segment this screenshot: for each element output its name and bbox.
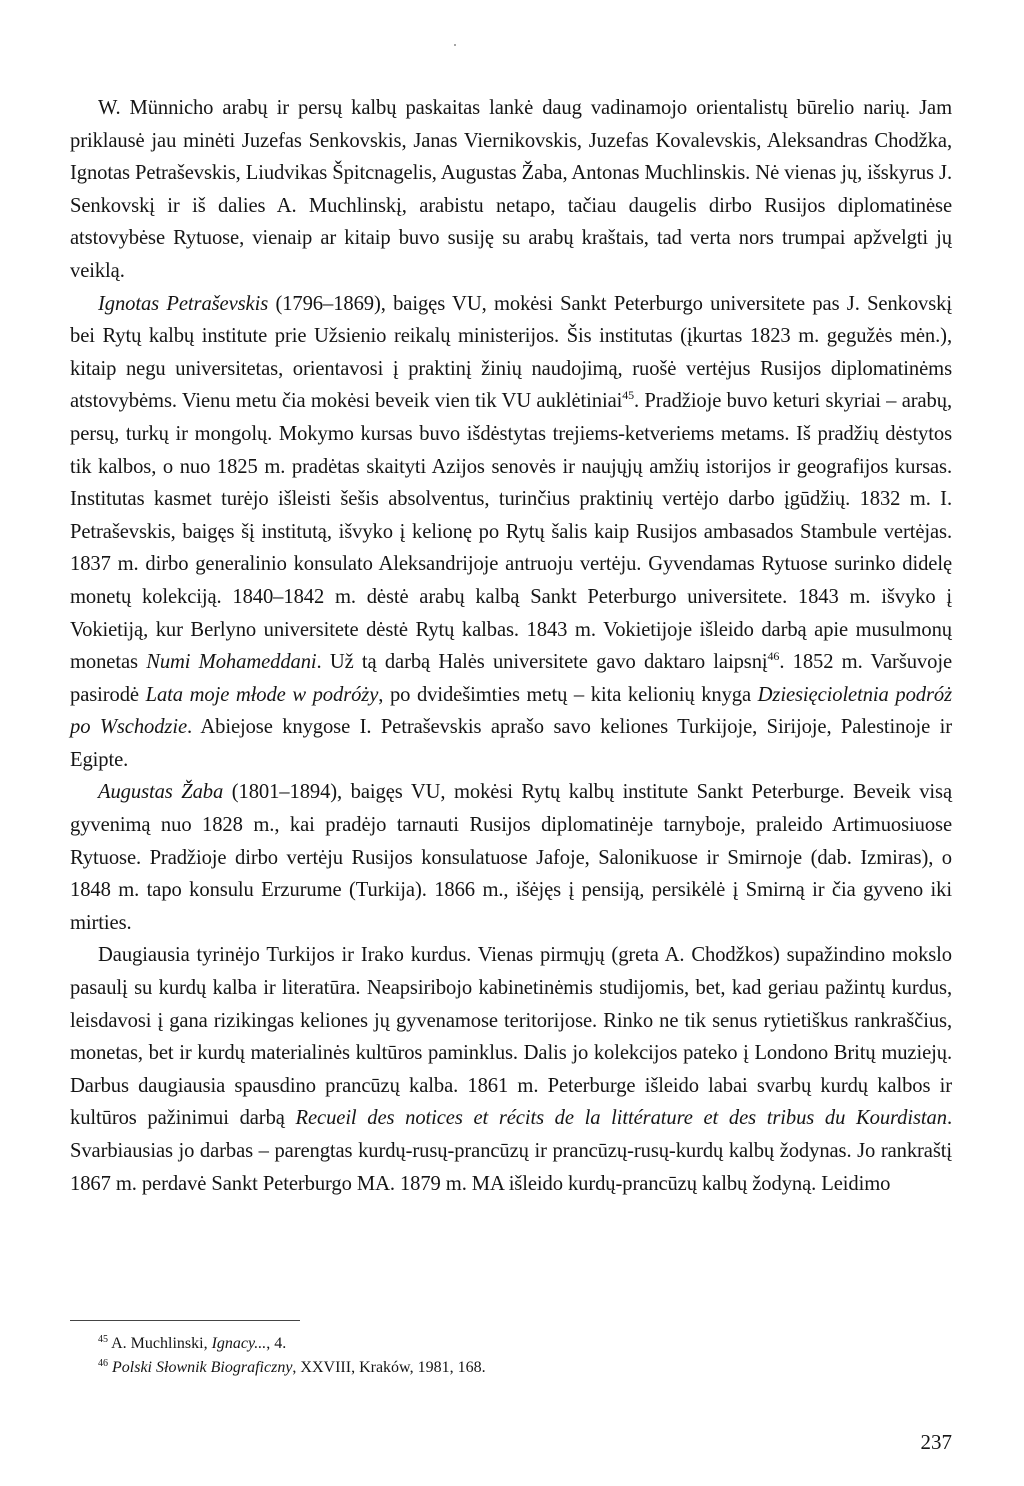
text-run: , 4. — [266, 1335, 287, 1352]
text-run: (1796–1869), baigęs VU, mokėsi Sankt Peterburgo universitete pas J. Senkovskį bei Rytų kalbų institute prie Užsienio reikalų ministerijos. Šis institutas (įkurtas 1823 m. gegužės mėn.), kitaip negu universitetas, orientavosi į praktinį žinių naudojimą, ruošė vertėjus Rusijos diplomatinėms atstovybėms. Vienu metu čia mokėsi beveik vien tik VU auklėtiniai — [70, 292, 952, 413]
text-run: W. Münnicho arabų ir persų kalbų paskaitas lankė daug vadinamojo orientalistų būrelio narių. Jam priklausė jau minėti Juzefas Senkovskis, Janas Viernikovskis, Juzefas Kovalevskis, Aleksandras Chodžka, Ignotas Petraševskis, Liudvikas Špitcnagelis, Augustas Žaba, Antonas Muchlinskis. Nė vienas jų, išskyrus J. Senkovskį ir iš dalies A. Muchlinskį, arabistu netapo, tačiau daugelis dirbo Rusijos diplomatinėse atstovybėse Rytuose, vienaip ar kitaip buvo susiję su arabų kraštais, tad verta nors trumpai apžvelgti jų veiklą. — [70, 97, 952, 282]
paragraph — [70, 939, 952, 1200]
text-run: . Pradžioje buvo keturi skyriai – arabų, persų, turkų ir mongolų. Mokymo kursas buvo išdėstytas trejiems-ketveriems metams. Iš pradžių dėstytos tik kalbos, o nuo 1825 m. pradėtas skaityti Azijos senovės ir naujųjų amžių istorijos ir geografijos kursas. Institutas kasmet turėjo išleisti šešis absolventus, turinčius praktinių vertėjo darbo įgūdžių. 1832 m. I. Petraševskis, baigęs šį institutą, išvyko į kelionę po Rytų šalis kaip Rusijos ambasados Stambule vertėjas. 1837 m. dirbo generalinio konsulato Aleksandrijoje antruoju vertėju. Gyvendamas Rytuose surinko didelę monetų kolekciją. 1840–1842 m. dėstė arabų kalbą Sankt Peterburgo universitete. 1843 m. išvyko į Vokietiją, kur Berlyno universitete dėstė Rytų kalbas. 1843 m. Vokietijoje išleido darbą apie musulmonų monetas — [70, 390, 952, 674]
scan-speck — [454, 44, 456, 46]
text-run: . Abiejose knygose I. Petraševskis aprašo savo keliones Turkijoje, Sirijoje, Palestinoje ir Egipte. — [70, 716, 953, 771]
italic-title: Polski Słownik Biograficzny — [112, 1359, 293, 1376]
text-run: , po dvidešimties metų – kita kelionių knyga — [378, 683, 758, 706]
paragraph — [70, 288, 952, 777]
footnote-ref: 46 — [767, 649, 780, 664]
italic-title: Dziesięcioletnia podróż po Wschodzie — [70, 683, 952, 739]
text-run: , XXVIII, Kraków, 1981, 168. — [292, 1359, 486, 1376]
italic-title: Recueil des notices et récits de la littérature et des tribus du Kourdistan — [295, 1107, 947, 1130]
text-run: . 1852 m. Varšuvoje pasirodė — [70, 651, 952, 706]
footnote-ref: 45 — [98, 1334, 108, 1345]
italic-title: Augustas Žaba — [98, 781, 224, 804]
page-number: 237 — [920, 1430, 952, 1454]
text-run: . Už tą darbą Halės universitete gavo daktaro laipsnį — [316, 651, 768, 674]
italic-title: Lata moje młode w podróży — [145, 683, 379, 706]
footnote — [98, 1356, 898, 1380]
italic-title: Ignotas Petraševskis — [98, 292, 269, 315]
text-run: Daugiausia tyrinėjo Turkijos ir Irako kurdus. Vienas pirmųjų (greta A. Chodžkos) supažindino mokslo pasaulį su kurdų kalba ir literatūra. Neapsiribojo kabinetinėmis studijomis, bet, kad geriau pažintų kurdus, leisdavosi į gana rizikingas keliones jų gyvenamose teritorijose. Rinko ne tik senus rytietiškus rankraščius, monetas, bet ir kurdų materialinės kultūros paminklus. Dalis jo kolekcijos pateko į Londono Britų muziejų. Darbus daugiausia spausdino prancūzų kalba. 1861 m. Peterburge išleido labai svarbų kurdų kalbos ir kultūros pažinimui darbą — [70, 944, 952, 1130]
footnote-ref: 46 — [98, 1358, 108, 1369]
paragraph — [70, 776, 952, 939]
italic-title: Ignacy... — [211, 1335, 267, 1352]
footnotes — [98, 1332, 898, 1380]
footnote-divider — [70, 1320, 300, 1321]
paragraph — [70, 92, 952, 288]
footnote-ref: 45 — [622, 388, 635, 403]
text-run: (1801–1894), baigęs VU, mokėsi Rytų kalbų institute Sankt Peterburge. Beveik visą gyvenimą nuo 1828 m., kai pradėjo tarnauti Rusijos diplomatinėje tarnyboje, praleido Artimuosiuose Rytuose. Pradžioje dirbo vertėju Rusijos konsulatuose Jafoje, Salonikuose ir Smirnoje (dab. Izmiras), o 1848 m. tapo konsulu Erzurume (Turkija). 1866 m., išėjęs į pensiją, persikėlė į Smirną ir čia gyveno iki mirties. — [70, 781, 952, 934]
footnote — [98, 1332, 898, 1356]
text-run: . Svarbiausias jo darbas – parengtas kurdų-rusų-prancūzų ir prancūzų-rusų-kurdų kalbų žodynas. Jo rankraštį 1867 m. perdavė Sankt Peterburgo MA. 1879 m. MA išleido kurdų-prancūzų kalbų žodyną. Leidimo — [70, 1107, 952, 1195]
main-text-body — [70, 92, 952, 1200]
text-run: A. Muchlinski, — [108, 1335, 212, 1352]
italic-title: Numi Mohameddani — [146, 651, 317, 674]
